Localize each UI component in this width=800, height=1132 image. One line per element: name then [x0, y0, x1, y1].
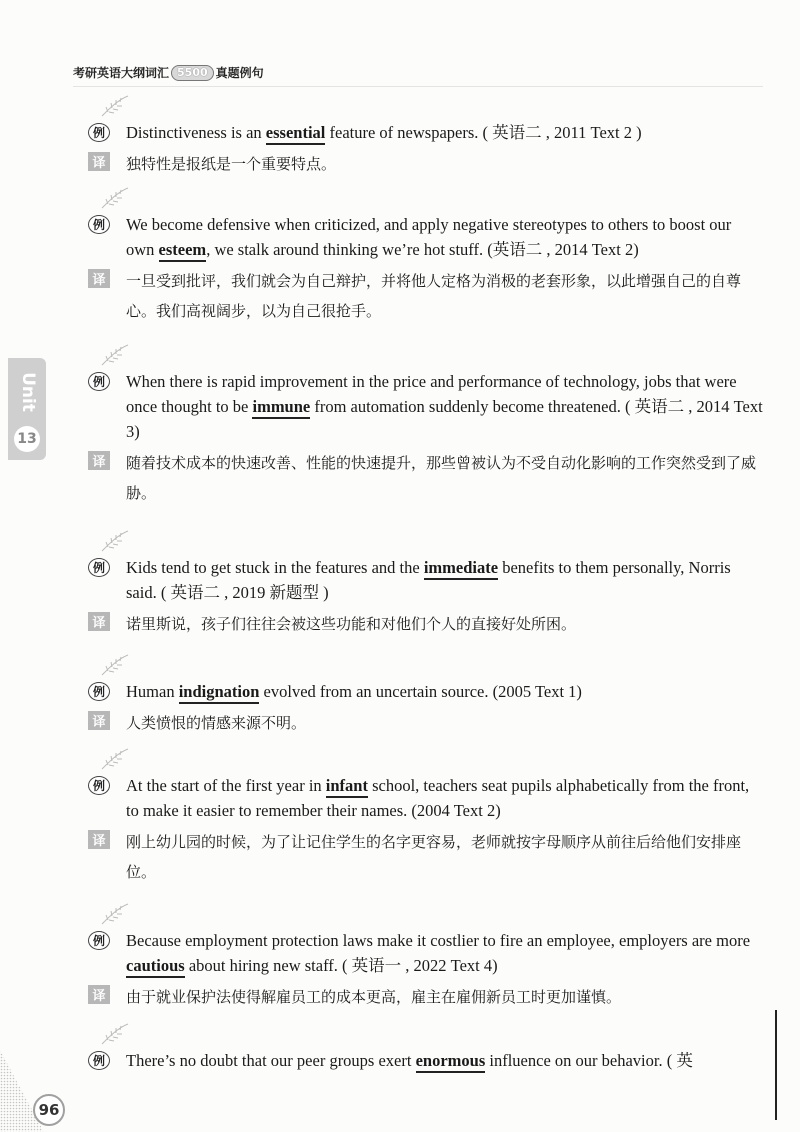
- feather-icon: [100, 529, 130, 553]
- example-sentence: Human indignation evolved from an uncertain source. (2005 Text 1): [126, 679, 763, 704]
- example-sentence: Because employment protection laws make it costlier to fire an employee, employers are more cautious about hiring new staff. ( 英语一 , 2022 Text 4): [126, 928, 763, 978]
- feather-icon: [100, 1022, 130, 1046]
- translation-text: 随着技术成本的快速改善、性能的快速提升，那些曾被认为不受自动化影响的工作突然受到了威胁。: [126, 454, 757, 502]
- page-number: 96: [33, 1094, 65, 1126]
- feather-icon: [100, 343, 130, 367]
- binding-edge-line: [775, 1010, 777, 1120]
- feather-icon: [100, 902, 130, 926]
- example-marker-icon: 例: [88, 215, 110, 234]
- unit-tab-word: Unit: [18, 372, 38, 412]
- feather-icon: [100, 94, 130, 118]
- example-sentence: Distinctiveness is an essential feature of newspapers. ( 英语二 , 2011 Text 2 ): [126, 120, 763, 145]
- feather-icon: [100, 747, 130, 771]
- translation-marker-icon: 译: [88, 152, 110, 171]
- example-marker-icon: 例: [88, 931, 110, 950]
- keyword: immune: [252, 397, 310, 419]
- translation-marker-icon: 译: [88, 451, 110, 470]
- translation-marker-icon: 译: [88, 269, 110, 288]
- keyword: essential: [266, 123, 326, 145]
- keyword: immediate: [424, 558, 498, 580]
- example-sentence: Kids tend to get stuck in the features and the immediate benefits to them personally, Norris said. ( 英语二 , 2019 新题型 ): [126, 558, 731, 602]
- example-entry-6: [88, 773, 763, 887]
- translation-marker-icon: 译: [88, 985, 110, 1004]
- word-count-badge: 5500: [171, 65, 214, 81]
- translation-marker-icon: 译: [88, 830, 110, 849]
- example-marker-icon: 例: [88, 682, 110, 701]
- example-marker-icon: 例: [88, 776, 110, 795]
- example-entry-4: [88, 555, 763, 639]
- feather-icon: [100, 186, 130, 210]
- running-header: [73, 64, 264, 81]
- example-sentence: There’s no doubt that our peer groups exert enormous influence on our behavior. ( 英: [126, 1048, 763, 1073]
- example-marker-icon: 例: [88, 1051, 110, 1070]
- keyword: indignation: [179, 682, 260, 704]
- keyword: enormous: [416, 1051, 486, 1073]
- translation-text: 人类愤恨的情感来源不明。: [126, 714, 307, 732]
- translation-text: 由于就业保护法使得解雇员工的成本更高，雇主在雇佣新员工时更加谨慎。: [126, 988, 622, 1006]
- unit-tab: [8, 358, 46, 460]
- example-sentence: We become defensive when criticized, and apply negative stereotypes to others to boost our own esteem, we stalk around thinking we’re hot stuff. (英语二 , 2014 Text 2): [126, 212, 763, 262]
- translation-text: 刚上幼儿园的时候，为了让记住学生的名字更容易，老师就按字母顺序从前往后给他们安排座位。: [126, 833, 742, 881]
- translation-marker-icon: 译: [88, 711, 110, 730]
- example-sentence: When there is rapid improvement in the price and performance of technology, jobs that were once thought to be immune from automation suddenly become threatened. ( 英语二 , 2014 Text 3): [126, 372, 763, 441]
- keyword: cautious: [126, 956, 185, 978]
- example-entry-2: [88, 212, 763, 326]
- translation-text: 诺里斯说，孩子们往往会被这些功能和对他们个人的直接好处所困。: [126, 615, 577, 633]
- example-entry-1: [88, 120, 763, 179]
- header-title-before: 考研英语大纲词汇: [73, 66, 170, 80]
- keyword: infant: [326, 776, 368, 798]
- example-entry-5: [88, 679, 763, 738]
- translation-text: 独特性是报纸是一个重要特点。: [126, 155, 337, 173]
- example-marker-icon: 例: [88, 372, 110, 391]
- keyword: esteem: [159, 240, 207, 262]
- example-entry-8: [88, 1048, 763, 1073]
- example-marker-icon: 例: [88, 558, 110, 577]
- example-sentence: At the start of the first year in infant school, teachers seat pupils alphabetically from the front, to make it easier to remember their names. (2004 Text 2): [126, 776, 750, 820]
- translation-marker-icon: 译: [88, 612, 110, 631]
- feather-icon: [100, 653, 130, 677]
- example-marker-icon: 例: [88, 123, 110, 142]
- example-entry-7: [88, 928, 763, 1012]
- unit-number-badge: 13: [14, 426, 40, 452]
- header-title-after: 真题例句: [215, 66, 264, 80]
- header-divider: [73, 86, 763, 87]
- example-entry-3: [88, 369, 763, 508]
- translation-text: 一旦受到批评，我们就会为自己辩护，并将他人定格为消极的老套形象，以此增强自己的自尊心。我们高视阔步，以为自己很抢手。: [126, 272, 742, 320]
